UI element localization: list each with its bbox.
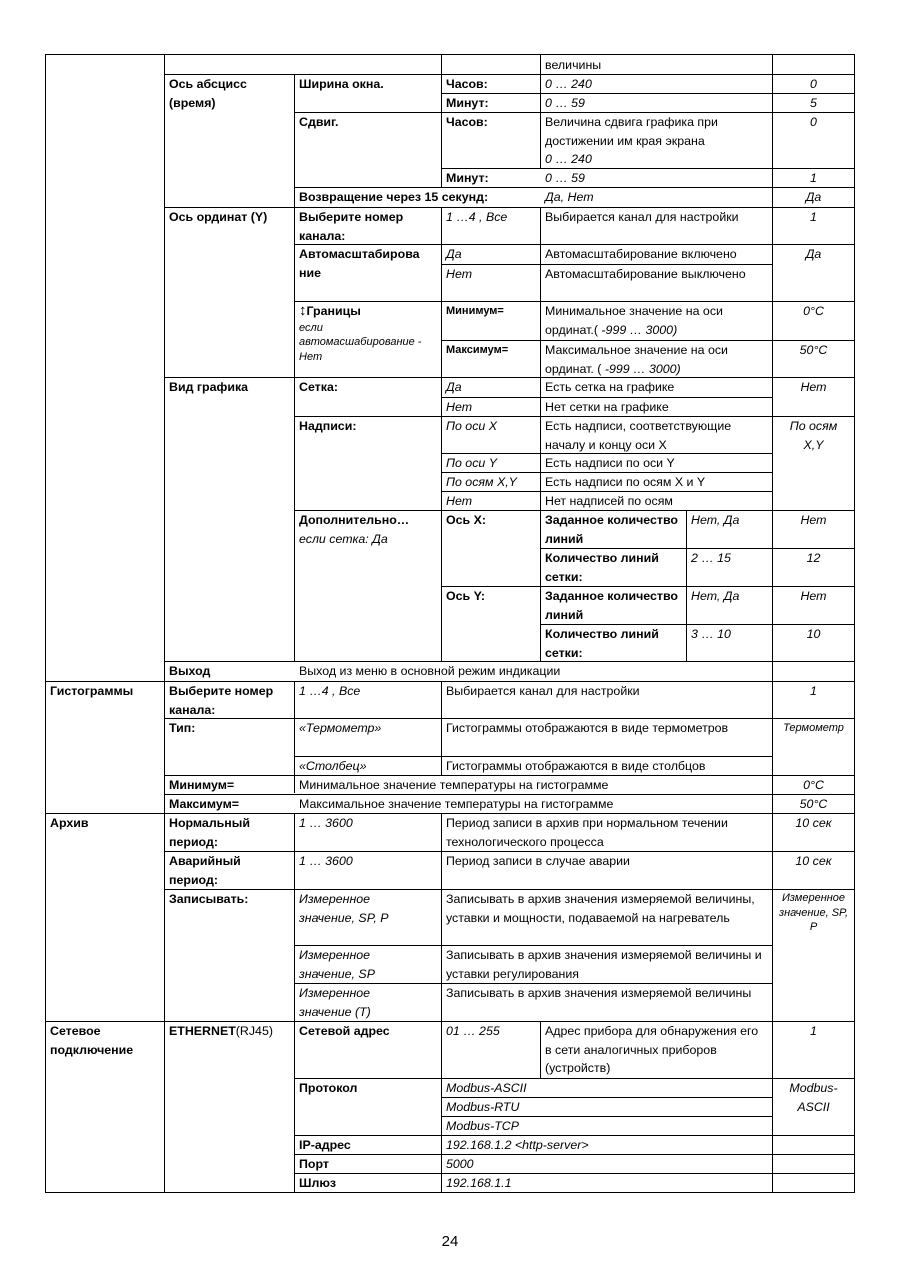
window-width-label: Ширина окна.: [299, 77, 384, 91]
minutes-label: Минут:: [446, 96, 489, 110]
range-value: -999 … 3000): [601, 361, 681, 376]
default-value: 0: [810, 115, 817, 129]
description: [542, 341, 771, 378]
range-value: 0 … 59: [545, 171, 585, 185]
return-label: Возвращение через 15 секунд:: [299, 190, 489, 204]
column-divider: [294, 813, 295, 1193]
set-lines-label: Заданное количество линий: [545, 513, 678, 546]
value-cell: величины: [545, 58, 602, 72]
default-value: 0°C: [803, 304, 824, 318]
description: Записывать в архив значения измеряемой величины: [446, 986, 752, 1000]
ethernet-cell: [166, 1022, 293, 1041]
description: Максимальное значение температуры на гистограмме: [299, 797, 614, 811]
option-value: Измеренное значение (T): [299, 986, 371, 1019]
ip-address-label: IP-адрес: [299, 1138, 351, 1152]
graph-view-label: Вид графика: [169, 380, 249, 394]
range-value: 1 …4 , Все: [299, 684, 361, 698]
option-value: Измеренное значение, SP, P: [299, 892, 389, 925]
column-divider: [164, 54, 165, 1193]
maximum-label: Максимум=: [446, 344, 509, 356]
row-divider: [45, 54, 855, 55]
option-value: По оси Y: [446, 456, 497, 470]
port-value: 5000: [446, 1157, 474, 1171]
ethernet-label: ETHERNET: [169, 1024, 236, 1038]
record-label: Записывать:: [169, 892, 249, 906]
grid-lines-label: Количество линий сетки:: [545, 551, 659, 584]
histograms-section-label: Гистограммы: [50, 684, 134, 698]
column-divider: [441, 207, 442, 661]
x-axis-label: Ось абсцисс (время): [169, 77, 247, 110]
select-channel-label: Выберите номер канала:: [299, 210, 404, 243]
default-value: Нет: [800, 380, 827, 394]
max-description: Максимальное значение на оси ординат. (: [545, 343, 728, 376]
minimum-label: Минимум=: [446, 305, 504, 317]
column-divider: [294, 681, 295, 793]
labels-label: Надписи:: [299, 419, 357, 433]
default-value: 50°C: [799, 797, 828, 811]
description: [542, 113, 771, 169]
protocol-option: Modbus-RTU: [446, 1100, 520, 1114]
hours-label: Часов:: [446, 115, 488, 129]
option-value: По осям X,Y: [446, 475, 517, 489]
exit-label: Выход: [169, 664, 211, 678]
range-value: 1 …4 , Все: [446, 210, 508, 224]
grid-label: Сетка:: [299, 380, 338, 394]
type-label: Тип:: [169, 721, 196, 735]
default-value: Термометр: [783, 722, 844, 734]
default-value: 10 сек: [795, 816, 832, 830]
default-value: 1: [810, 210, 817, 224]
description: Нет сетки на графике: [545, 400, 669, 414]
gateway-label: Шлюз: [299, 1176, 337, 1190]
gateway-value: 192.168.1.1: [446, 1176, 512, 1190]
description: Адрес прибора для обнаружения его в сети аналогичных приборов (устройств): [545, 1024, 759, 1075]
default-value: 10: [806, 627, 821, 641]
ip-address-value: 192.168.1.2 <http-server>: [446, 1138, 589, 1152]
port-type: (RJ45): [235, 1024, 273, 1038]
option-value: Да: [446, 380, 462, 394]
description: Гистограммы отображаются в виде столбцов: [446, 759, 706, 773]
minutes-label: Минут:: [446, 171, 489, 185]
extra-note: если сетка: Да: [299, 531, 388, 546]
table-border-left: [45, 54, 46, 1193]
vertical-arrows-icon: ↕: [299, 302, 307, 319]
shift-description: Величина сдвига графика при достижении им края экрана: [545, 115, 718, 148]
column-divider: [540, 54, 541, 168]
protocol-option: Modbus-ASCII: [446, 1081, 527, 1095]
description: [542, 302, 771, 339]
exit-description: Выход из меню в основной режим индикации: [299, 664, 561, 678]
default-value: 0: [810, 77, 817, 91]
bounds-label: Границы: [306, 304, 361, 318]
axis-x-label: Ось X:: [446, 513, 486, 527]
option-value: Нет: [446, 267, 473, 281]
option-value: «Термометр»: [299, 721, 382, 735]
description: Выбирается канал для настройки: [446, 684, 640, 698]
description: Автомасштабирование включено: [545, 247, 737, 261]
port-label: Порт: [299, 1157, 329, 1171]
protocol-option: Modbus-TCP: [446, 1119, 519, 1133]
extra-label: Дополнительно…: [299, 513, 410, 527]
default-value: 1: [810, 1024, 817, 1038]
description: Есть надписи по осям X и Y: [545, 475, 706, 489]
column-divider: [441, 681, 442, 775]
default-value: 50°C: [799, 343, 828, 357]
range-value: Нет, Да: [691, 513, 740, 527]
range-value: 0 … 240: [545, 77, 592, 91]
range-value: Нет, Да: [691, 589, 740, 603]
range-value: 1 … 3600: [299, 816, 353, 830]
min-description: Минимальное значение на оси ординат.(: [545, 304, 723, 337]
default-value: 12: [806, 551, 821, 565]
description: Выбирается канал для настройки: [545, 210, 739, 224]
range-value: 2 … 15: [691, 551, 731, 565]
option-value: Нет: [446, 400, 473, 414]
default-value: Modbus-ASCII: [789, 1081, 838, 1114]
option-value: По оси X: [446, 419, 497, 433]
description: Есть надписи по оси Y: [545, 456, 675, 470]
description: Период записи в случае аварии: [446, 854, 630, 868]
page-number: 24: [441, 1233, 459, 1250]
hours-label: Часов:: [446, 77, 488, 91]
bounds-note: если автомасшабирование - Нет: [299, 321, 422, 363]
option-value: Да: [446, 247, 462, 261]
range-value: -999 … 3000): [597, 322, 678, 337]
column-divider: [294, 74, 295, 661]
range-value: 3 … 10: [691, 627, 731, 641]
default-value: Измеренное значение, SP, P: [778, 892, 849, 933]
description: Нет надписей по осям: [545, 494, 673, 508]
grid-lines-label: Количество линий сетки:: [545, 627, 659, 660]
range-value: 01 … 255: [446, 1024, 500, 1038]
network-address-label: Сетевой адрес: [299, 1024, 390, 1038]
minimum-label: Минимум=: [169, 778, 235, 792]
description: Минимальное значение температуры на гистограмме: [299, 778, 609, 792]
alarm-period-label: Аварийный период:: [169, 854, 241, 887]
default-value: Да: [805, 247, 822, 261]
default-value: Да: [805, 190, 822, 204]
option-value: Измеренное значение, SP: [299, 948, 375, 981]
range-value: 1 … 3600: [299, 854, 353, 868]
description: Период записи в архив при нормальном течении технологического процесса: [446, 816, 728, 849]
column-divider: [540, 207, 541, 661]
column-divider: [540, 1021, 541, 1079]
description: Записывать в архив значения измеряемой величины и уставки регулирования: [446, 948, 762, 981]
protocol-label: Протокол: [299, 1081, 358, 1095]
default-value: 1: [810, 684, 817, 698]
shift-label: Сдвиг.: [299, 115, 339, 129]
network-section-label: Сетевое подключение: [50, 1024, 134, 1057]
archive-section-label: Архив: [50, 816, 89, 830]
default-value: 1: [810, 171, 817, 185]
bounds-cell: [296, 302, 440, 364]
column-divider: [441, 813, 442, 1193]
extra-cell: [296, 511, 440, 548]
option-value: «Столбец»: [299, 759, 367, 773]
description: Есть сетка на графике: [545, 380, 675, 394]
description: Есть надписи, соответствующие началу и концу оси X: [545, 419, 732, 452]
autoscale-label: Автомасштабирова ние: [299, 247, 420, 280]
range-value: Да, Нет: [545, 190, 594, 204]
description: Гистограммы отображаются в виде термометров: [446, 721, 729, 735]
axis-y-label: Ось Y:: [446, 589, 486, 603]
default-value: По осям X,Y: [789, 419, 838, 452]
default-value: 5: [810, 96, 817, 110]
set-lines-label: Заданное количество линий: [545, 589, 678, 622]
maximum-label: Максимум=: [169, 797, 240, 811]
range-value: 0 … 240: [545, 152, 592, 166]
select-channel-label: Выберите номер канала:: [169, 684, 274, 717]
description: Записывать в архив значения измеряемой величины, уставки и мощности, подаваемой на нагреватель: [446, 892, 755, 925]
default-value: Нет: [800, 589, 827, 603]
option-value: Нет: [446, 494, 473, 508]
normal-period-label: Нормальный период:: [169, 816, 250, 849]
description: Автомасштабирование выключено: [545, 267, 746, 281]
default-value: 0°C: [803, 778, 824, 792]
default-value: 10 сек: [795, 854, 832, 868]
y-axis-label: Ось ординат (Y): [169, 210, 268, 224]
default-value: Нет: [800, 513, 827, 527]
range-value: 0 … 59: [545, 96, 585, 110]
